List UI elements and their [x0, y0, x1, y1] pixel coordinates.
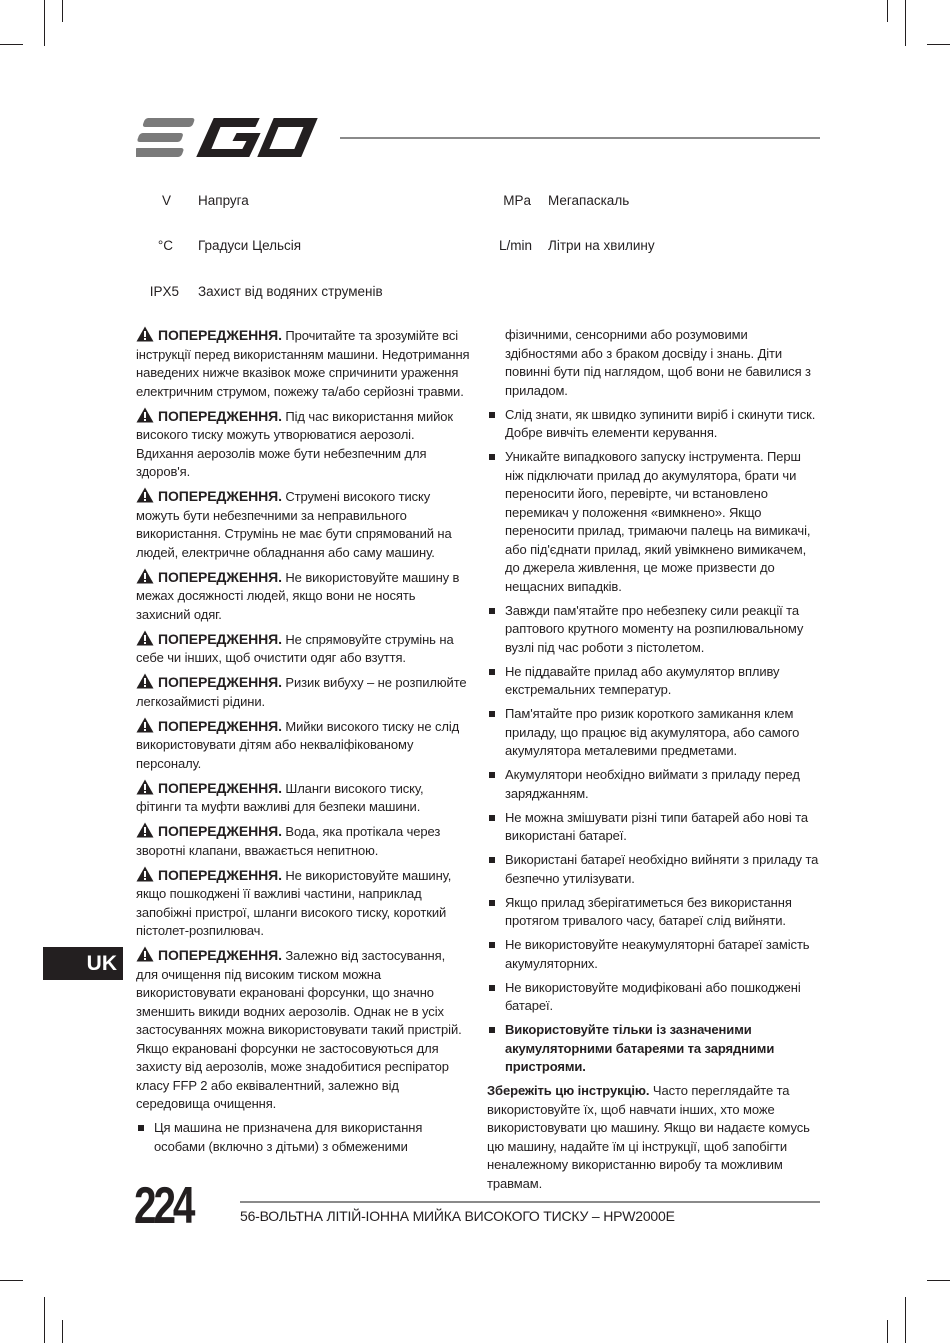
warning-paragraph: [136, 822, 470, 860]
warning-text: Струмені високого тиску можуть бути небезпечними за неправильного використання. Струмінь не має бути спрямований на людей, електричне обладнання або саму машину.: [136, 489, 452, 560]
warning-text: Ризик вибуху – не розпилюйте легкозаймисті рідини.: [136, 675, 467, 709]
square-bullet-icon: [489, 669, 495, 675]
warning-paragraph: [136, 673, 470, 711]
list-item: [487, 663, 821, 700]
bullet-text: Не використовуйте неакумуляторні батареї замість акумуляторних.: [505, 937, 810, 971]
warning-triangle-icon: [136, 673, 154, 689]
left-column: [136, 326, 470, 1162]
warning-paragraph: [136, 946, 470, 1114]
warning-title: ПОПЕРЕДЖЕННЯ.: [158, 568, 282, 585]
bullet-text: Не можна змішувати різні типи батарей або нові та використані батареї.: [505, 809, 809, 843]
symbol-meaning: Захист від водяних струменів: [198, 284, 383, 299]
warning-title: ПОПЕРЕДЖЕННЯ.: [158, 866, 282, 883]
list-item: [487, 1021, 821, 1077]
square-bullet-icon: [489, 772, 495, 778]
footer-rule: [240, 1201, 820, 1203]
symbol-row: [136, 193, 826, 215]
symbol-meaning: Градуси Цельсія: [198, 238, 302, 253]
crop-mark: [905, 1297, 906, 1343]
symbol-label: L/min: [498, 238, 532, 253]
warning-triangle-icon: [136, 822, 154, 838]
warning-triangle-icon: [136, 326, 154, 342]
symbol-label: V: [161, 193, 171, 208]
warning-paragraph: [136, 326, 470, 401]
symbol-label: °C: [157, 238, 173, 253]
warning-text: Мийки високого тиску не слід використовувати дітям або некваліфікованому персоналу.: [136, 718, 460, 771]
warning-title: ПОПЕРЕДЖЕННЯ.: [158, 674, 282, 690]
warning-triangle-icon: [136, 630, 154, 646]
square-bullet-icon: [489, 815, 495, 821]
square-bullet-icon: [489, 1027, 495, 1033]
warning-title: ПОПЕРЕДЖЕННЯ.: [158, 488, 282, 504]
save-instructions-title: Збережіть цю інструкцію.: [487, 1083, 650, 1098]
symbol-label: MPa: [503, 193, 531, 208]
warning-triangle-icon: [136, 568, 154, 584]
square-bullet-icon: [489, 608, 495, 614]
crop-mark: [0, 44, 23, 45]
warning-paragraph: [136, 779, 470, 817]
symbol-label: IPX5: [149, 284, 179, 299]
warning-paragraph: [136, 487, 470, 562]
bullet-text: Не піддавайте прилад або акумулятор впливу екстремальних температур.: [505, 663, 780, 697]
list-item: [487, 602, 821, 658]
list-item: [487, 766, 821, 803]
ego-logo: [136, 116, 322, 160]
bullet-text: Акумулятори необхідно виймати з приладу перед заряджанням.: [505, 767, 800, 801]
save-instructions: [487, 1082, 821, 1193]
footer-title: 56-ВОЛЬТНА ЛІТІЙ-ІОННА МИЙКА ВИСОКОГО ТИСКУ – HPW2000E: [240, 1208, 675, 1224]
warning-text: Шланги високого тиску, фітинги та муфти важливі для безпеки машини.: [136, 780, 424, 814]
warning-triangle-icon: [136, 407, 154, 423]
warning-paragraph: [136, 717, 470, 774]
warning-paragraph: [136, 630, 470, 668]
square-bullet-icon: [489, 412, 495, 418]
square-bullet-icon: [489, 454, 495, 460]
square-bullet-icon: [489, 985, 495, 991]
crop-mark: [62, 1320, 63, 1343]
warning-title: ПОПЕРЕДЖЕННЯ.: [158, 779, 282, 796]
warning-title: ПОПЕРЕДЖЕННЯ.: [158, 947, 282, 963]
warning-triangle-icon: [136, 487, 154, 503]
symbol-meaning: Літри на хвилину: [548, 238, 655, 253]
continued-paragraph: фізичними, сенсорними або розумовими здібностями або з браком досвіду і знань. Діти повинні бути під наглядом, щоб вони не бавилися з приладом.: [505, 327, 811, 398]
list-item: [487, 705, 821, 761]
bullet-text: Слід знати, як швидко зупинити виріб і скинути тиск. Добре вивчіть елементи керування.: [505, 406, 816, 440]
warning-text: Під час використання мийок високого тиску можуть утворюватися аерозолі. Вдихання аерозолів може бути небезпечним для здоров'я.: [136, 408, 453, 479]
warning-text: Прочитайте та зрозумійте всі інструкції перед використанням машини. Недотримання наведених нижче вказівок може спричинити ураження електричним струмом, пожежу та/або серйозні травми.: [136, 328, 470, 399]
right-column: [487, 326, 821, 1199]
save-instructions-text: Часто переглядайте та використовуйте їх, щоб навчати інших, хто може використовувати цю машину. Якщо ви надаєте комусь цю машину, надайте їм ці інструкції, щоб запобігти неналежному використанню виробу та можливим травмам.: [487, 1083, 810, 1191]
warning-text: Залежно від застосування, для очищення під високим тиском можна використовувати екрановані форсунки, що значно зменшить викиди водних аерозолів. Однак не в усіх застосуваннях можна використовувати такий пристрій. Якщо екрановані форсунки не застосовуються для захисту від аерозолів, може знадобитися респіратор класу FFP 2 або еквівалентний, залежно від середовища очищення.: [136, 948, 462, 1111]
warning-title: ПОПЕРЕДЖЕННЯ.: [158, 407, 282, 424]
bullet-text: Ця машина не призначена для використання особами (включно з дітьми) з обмеженими: [154, 1120, 423, 1154]
symbol-row: [136, 284, 826, 306]
crop-mark: [44, 1297, 45, 1343]
bullet-text: Пам'ятайте про ризик короткого замикання клем приладу, що працює від акумулятора, або самого акумулятора металевими предметами.: [505, 706, 800, 758]
symbol-meaning: Мегапаскаль: [548, 193, 630, 208]
crop-mark: [927, 1280, 950, 1281]
crop-mark: [62, 0, 63, 22]
warning-title: ПОПЕРЕДЖЕННЯ.: [158, 823, 282, 839]
crop-mark: [905, 0, 906, 46]
list-item: [487, 809, 821, 846]
square-bullet-icon: [489, 711, 495, 717]
bullet-text: Використані батареї необхідно вийняти з приладу та безпечно утилізувати.: [505, 852, 819, 886]
list-item: [136, 1119, 470, 1156]
warning-title: ПОПЕРЕДЖЕННЯ.: [158, 630, 282, 647]
warning-text: Не використовуйте машину в межах досяжності людей, якщо вони не носять захисний одяг.: [136, 569, 460, 622]
warning-triangle-icon: [136, 946, 154, 962]
warning-text: Вода, яка протікала через зворотні клапани, вважається непитною.: [136, 824, 441, 858]
warning-paragraph: [136, 866, 470, 941]
header-rule: [340, 137, 820, 139]
right-bullet-list: [487, 406, 821, 1016]
warning-triangle-icon: [136, 779, 154, 795]
warning-title: ПОПЕРЕДЖЕННЯ.: [158, 327, 282, 343]
list-item: [487, 406, 821, 443]
square-bullet-icon: [489, 900, 495, 906]
list-item: [487, 448, 821, 596]
bullet-text: Завжди пам'ятайте про небезпеку сили реакції та раптового крутного моменту на розпилювальному вузлі під час роботи з пістолетом.: [505, 602, 804, 655]
list-item: [487, 979, 821, 1016]
bold-bullet-text: Використовуйте тільки із зазначеними акумуляторними батареями та зарядними пристроями.: [505, 1022, 775, 1074]
warning-paragraph: [136, 568, 470, 625]
symbol-row: [136, 238, 826, 260]
warning-text: Не спрямовуйте струмінь на себе чи інших, щоб очистити одяг або взуття.: [136, 631, 454, 665]
crop-mark: [887, 0, 888, 22]
square-bullet-icon: [489, 942, 495, 948]
warning-triangle-icon: [136, 717, 154, 733]
warning-title: ПОПЕРЕДЖЕННЯ.: [158, 717, 282, 734]
list-item: [487, 936, 821, 973]
square-bullet-icon: [489, 857, 495, 863]
crop-mark: [44, 0, 45, 46]
symbol-meaning: Напруга: [198, 193, 249, 208]
bullet-text: Якщо прилад зберігатиметься без використання протягом тривалого часу, батареї слід вийняти.: [505, 894, 792, 928]
list-item: [487, 894, 821, 931]
left-bullet-list: [136, 1119, 470, 1156]
crop-mark: [0, 1280, 23, 1281]
bullet-text: Уникайте випадкового запуску інструмента. Перш ніж підключати прилад до акумулятора, брати чи переносити його, перевірте, чи встановлено перемикач у положення «вимкнено». Якщо переносити прилад, тримаючи палець на вимикачі, або під'єднати прилад, який увімкнено вимикачем, до джерела живлення, це може призвести до нещасних випадків.: [505, 449, 811, 594]
warning-paragraph: [136, 407, 470, 482]
crop-mark: [887, 1320, 888, 1343]
crop-mark: [927, 44, 950, 45]
page-number: 224: [134, 1177, 193, 1235]
warning-text: Не використовуйте машину, якщо пошкоджені її важливі частини, наприклад запобіжні пристрої, шланги високого тиску, короткий пістолет-розпилювач.: [136, 867, 452, 938]
list-item: [487, 851, 821, 888]
square-bullet-icon: [138, 1125, 144, 1131]
bold-bullet-list: [487, 1021, 821, 1077]
warning-triangle-icon: [136, 866, 154, 882]
bullet-text: Не використовуйте модифіковані або пошкоджені батареї.: [505, 979, 801, 1013]
language-tab: UK: [43, 947, 123, 980]
